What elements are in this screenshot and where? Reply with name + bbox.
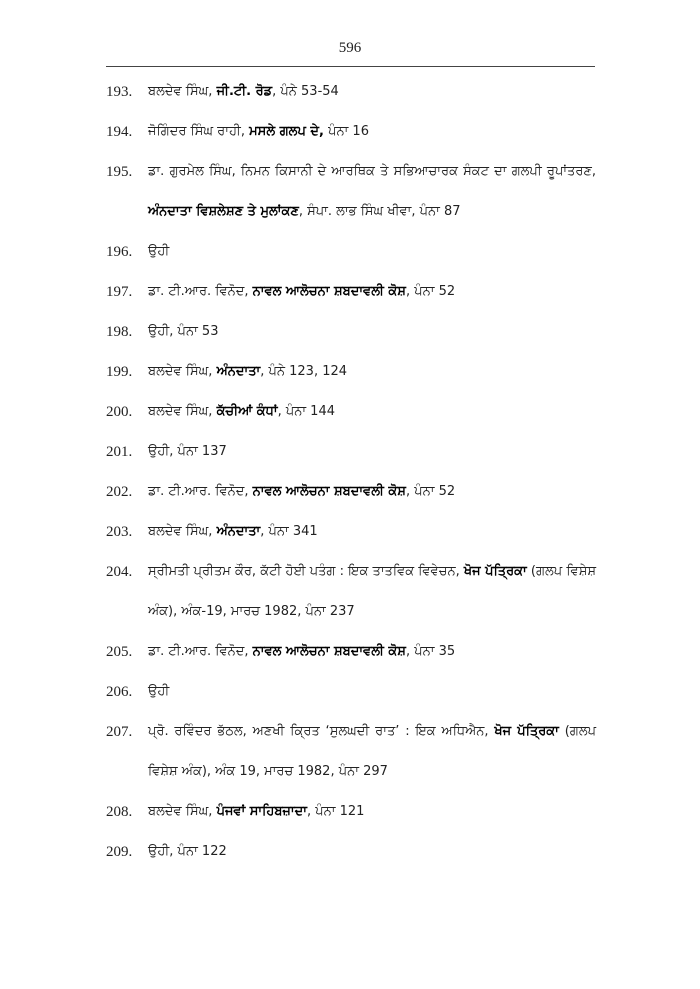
endnote-item (106, 432, 596, 472)
citation-text: , ਪੰਨੇ 123, 124 (260, 364, 348, 379)
endnote-number: 199. (106, 364, 133, 380)
citation-text: , ਪੰਨਾ 52 (405, 484, 456, 499)
endnote-text (148, 324, 218, 339)
header-rule (106, 66, 595, 67)
endnote-text (148, 684, 169, 699)
cited-work-title: ਖੋਜ ਪੱਤ੍ਰਿਕਾ (494, 724, 559, 739)
endnote-number: 201. (106, 444, 133, 460)
endnote-number: 203. (106, 524, 133, 540)
endnote-text (148, 644, 455, 659)
citation-text: ਬਲਦੇਵ ਸਿੰਘ, (148, 404, 217, 419)
cited-work-title: ਪੰਜਵਾਂ ਸਾਹਿਬਜ਼ਾਦਾ (216, 804, 307, 819)
endnote-text (148, 724, 596, 779)
citation-text: (ਗਲਪ ਵਿਸ਼ੇਸ਼ ਅੰਕ), ਅੰਕ 19, ਮਾਰਚ 1982, ਪੰਨਾ 297 (148, 724, 596, 779)
endnote-item (106, 832, 596, 872)
citation-text: ਜੋਗਿੰਦਰ ਸਿੰਘ ਰਾਹੀ, (148, 124, 250, 139)
endnote-item (106, 672, 596, 712)
citation-text: ਪ੍ਰੋ. ਰਵਿੰਦਰ ਭੱਠਲ, ਅਣਖੀ ਕ੍ਰਿਤ ‘ਸੁਲਘਦੀ ਰਾਤ’ : ਇਕ ਅਧਿਐਨ, (148, 724, 495, 739)
endnote-item (106, 392, 596, 432)
citation-text: ਬਲਦੇਵ ਸਿੰਘ, (148, 524, 217, 539)
endnote-number: 202. (106, 484, 133, 500)
cited-work-title: ਅੰਨਦਾਤਾ ਵਿਸ਼ਲੇਸ਼ਣ ਤੇ ਮੁਲਾਂਕਣ (148, 204, 299, 219)
citation-text: , ਸੰਪਾ. ਲਾਭ ਸਿੰਘ ਖੀਵਾ, ਪੰਨਾ 87 (298, 204, 461, 219)
endnote-number: 205. (106, 644, 133, 660)
citation-text: ਬਲਦੇਵ ਸਿੰਘ, (148, 84, 217, 99)
citation-text: , ਪੰਨਾ 121 (306, 804, 365, 819)
endnote-text (148, 524, 318, 539)
endnote-text (148, 284, 455, 299)
citation-text: , ਪੰਨਾ 341 (260, 524, 318, 539)
cited-work-title: ਜੀ.ਟੀ. ਰੋਡ (216, 84, 273, 99)
citation-text: ਸ੍ਰੀਮਤੀ ਪ੍ਰੀਤਮ ਕੌਰ, ਕੱਟੀ ਹੋਈ ਪਤੰਗ : ਇਕ ਤਾਤਵਿਕ ਵਿਵੇਚਨ, (148, 564, 464, 579)
citation-text: ਉਹੀ, ਪੰਨਾ 137 (148, 444, 227, 459)
endnote-number: 208. (106, 804, 133, 820)
endnote-item (106, 712, 596, 792)
citation-text: , ਪੰਨਾ 144 (277, 404, 336, 419)
citation-text: , ਪੰਨੇ 53-54 (272, 84, 339, 99)
endnote-text (148, 84, 339, 99)
endnote-item (106, 232, 596, 272)
endnote-number: 200. (106, 404, 133, 420)
citation-text: ਬਲਦੇਵ ਸਿੰਘ, (148, 804, 217, 819)
citation-text: ਡਾ. ਟੀ.ਆਰ. ਵਿਨੋਦ, (148, 284, 253, 299)
endnotes-list (106, 72, 596, 872)
cited-work-title: ਕੱਚੀਆਂ ਕੰਧਾਂ (216, 404, 278, 419)
endnote-text (148, 564, 596, 619)
page-number: 596 (338, 40, 362, 56)
endnote-item (106, 352, 596, 392)
endnote-text (148, 444, 227, 459)
cited-work-title: ਅੰਨਦਾਤਾ (216, 524, 261, 539)
endnote-number: 209. (106, 844, 133, 860)
endnote-item (106, 152, 596, 232)
citation-text: ਉਹੀ (148, 684, 170, 699)
endnote-text (148, 844, 227, 859)
endnote-item (106, 112, 596, 152)
cited-work-title: ਨਾਵਲ ਆਲੋਚਨਾ ਸ਼ਬਦਾਵਲੀ ਕੋਸ਼ (252, 484, 406, 499)
endnote-text (148, 164, 596, 219)
endnote-text (148, 404, 335, 419)
endnote-item (106, 632, 596, 672)
cited-work-title: ਖੋਜ ਪੱਤ੍ਰਿਕਾ (463, 564, 527, 579)
endnote-text (148, 364, 347, 379)
endnote-item (106, 272, 596, 312)
cited-work-title: ਮਸਲੇ ਗਲਪ ਦੇ, (249, 124, 324, 139)
citation-text: ਡਾ. ਟੀ.ਆਰ. ਵਿਨੋਦ, (148, 484, 253, 499)
citation-text: , ਪੰਨਾ 52 (405, 284, 456, 299)
endnote-text (148, 804, 364, 819)
endnote-text (148, 484, 455, 499)
endnote-number: 206. (106, 684, 133, 700)
endnote-item (106, 72, 596, 112)
cited-work-title: ਅੰਨਦਾਤਾ (216, 364, 261, 379)
endnote-item (106, 472, 596, 512)
citation-text: ਉਹੀ (148, 244, 170, 259)
endnote-number: 196. (106, 244, 133, 260)
endnote-item (106, 512, 596, 552)
citation-text: ਪੰਨਾ 16 (323, 124, 369, 139)
endnote-text (148, 244, 169, 259)
endnote-number: 195. (106, 164, 133, 180)
endnote-text (148, 124, 369, 139)
citation-text: (ਗਲਪ ਵਿਸ਼ੇਸ਼ ਅੰਕ), ਅੰਕ-19, ਮਾਰਚ 1982, ਪੰਨਾ 237 (148, 564, 597, 619)
endnote-number: 207. (106, 724, 133, 740)
citation-text: ਉਹੀ, ਪੰਨਾ 122 (148, 844, 227, 859)
endnote-item (106, 552, 596, 632)
endnote-number: 198. (106, 324, 133, 340)
endnote-number: 193. (106, 84, 133, 100)
cited-work-title: ਨਾਵਲ ਆਲੋਚਨਾ ਸ਼ਬਦਾਵਲੀ ਕੋਸ਼ (252, 284, 406, 299)
citation-text: , ਪੰਨਾ 35 (405, 644, 456, 659)
endnote-item (106, 312, 596, 352)
citation-text: ਡਾ. ਟੀ.ਆਰ. ਵਿਨੋਦ, (148, 644, 253, 659)
endnote-item (106, 792, 596, 832)
citation-text: ਡਾ. ਗੁਰਮੇਲ ਸਿੰਘ, ਨਿਮਨ ਕਿਸਾਨੀ ਦੇ ਆਰਥਿਕ ਤੇ ਸਭਿਆਚਾਰਕ ਸੰਕਟ ਦਾ ਗਲਪੀ ਰੂਪਾਂਤਰਣ, (148, 164, 596, 179)
citation-text: ਉਹੀ, ਪੰਨਾ 53 (148, 324, 219, 339)
endnote-number: 204. (106, 564, 133, 580)
endnote-number: 197. (106, 284, 133, 300)
endnote-number: 194. (106, 124, 133, 140)
citation-text: ਬਲਦੇਵ ਸਿੰਘ, (148, 364, 217, 379)
cited-work-title: ਨਾਵਲ ਆਲੋਚਨਾ ਸ਼ਬਦਾਵਲੀ ਕੋਸ਼ (252, 644, 406, 659)
